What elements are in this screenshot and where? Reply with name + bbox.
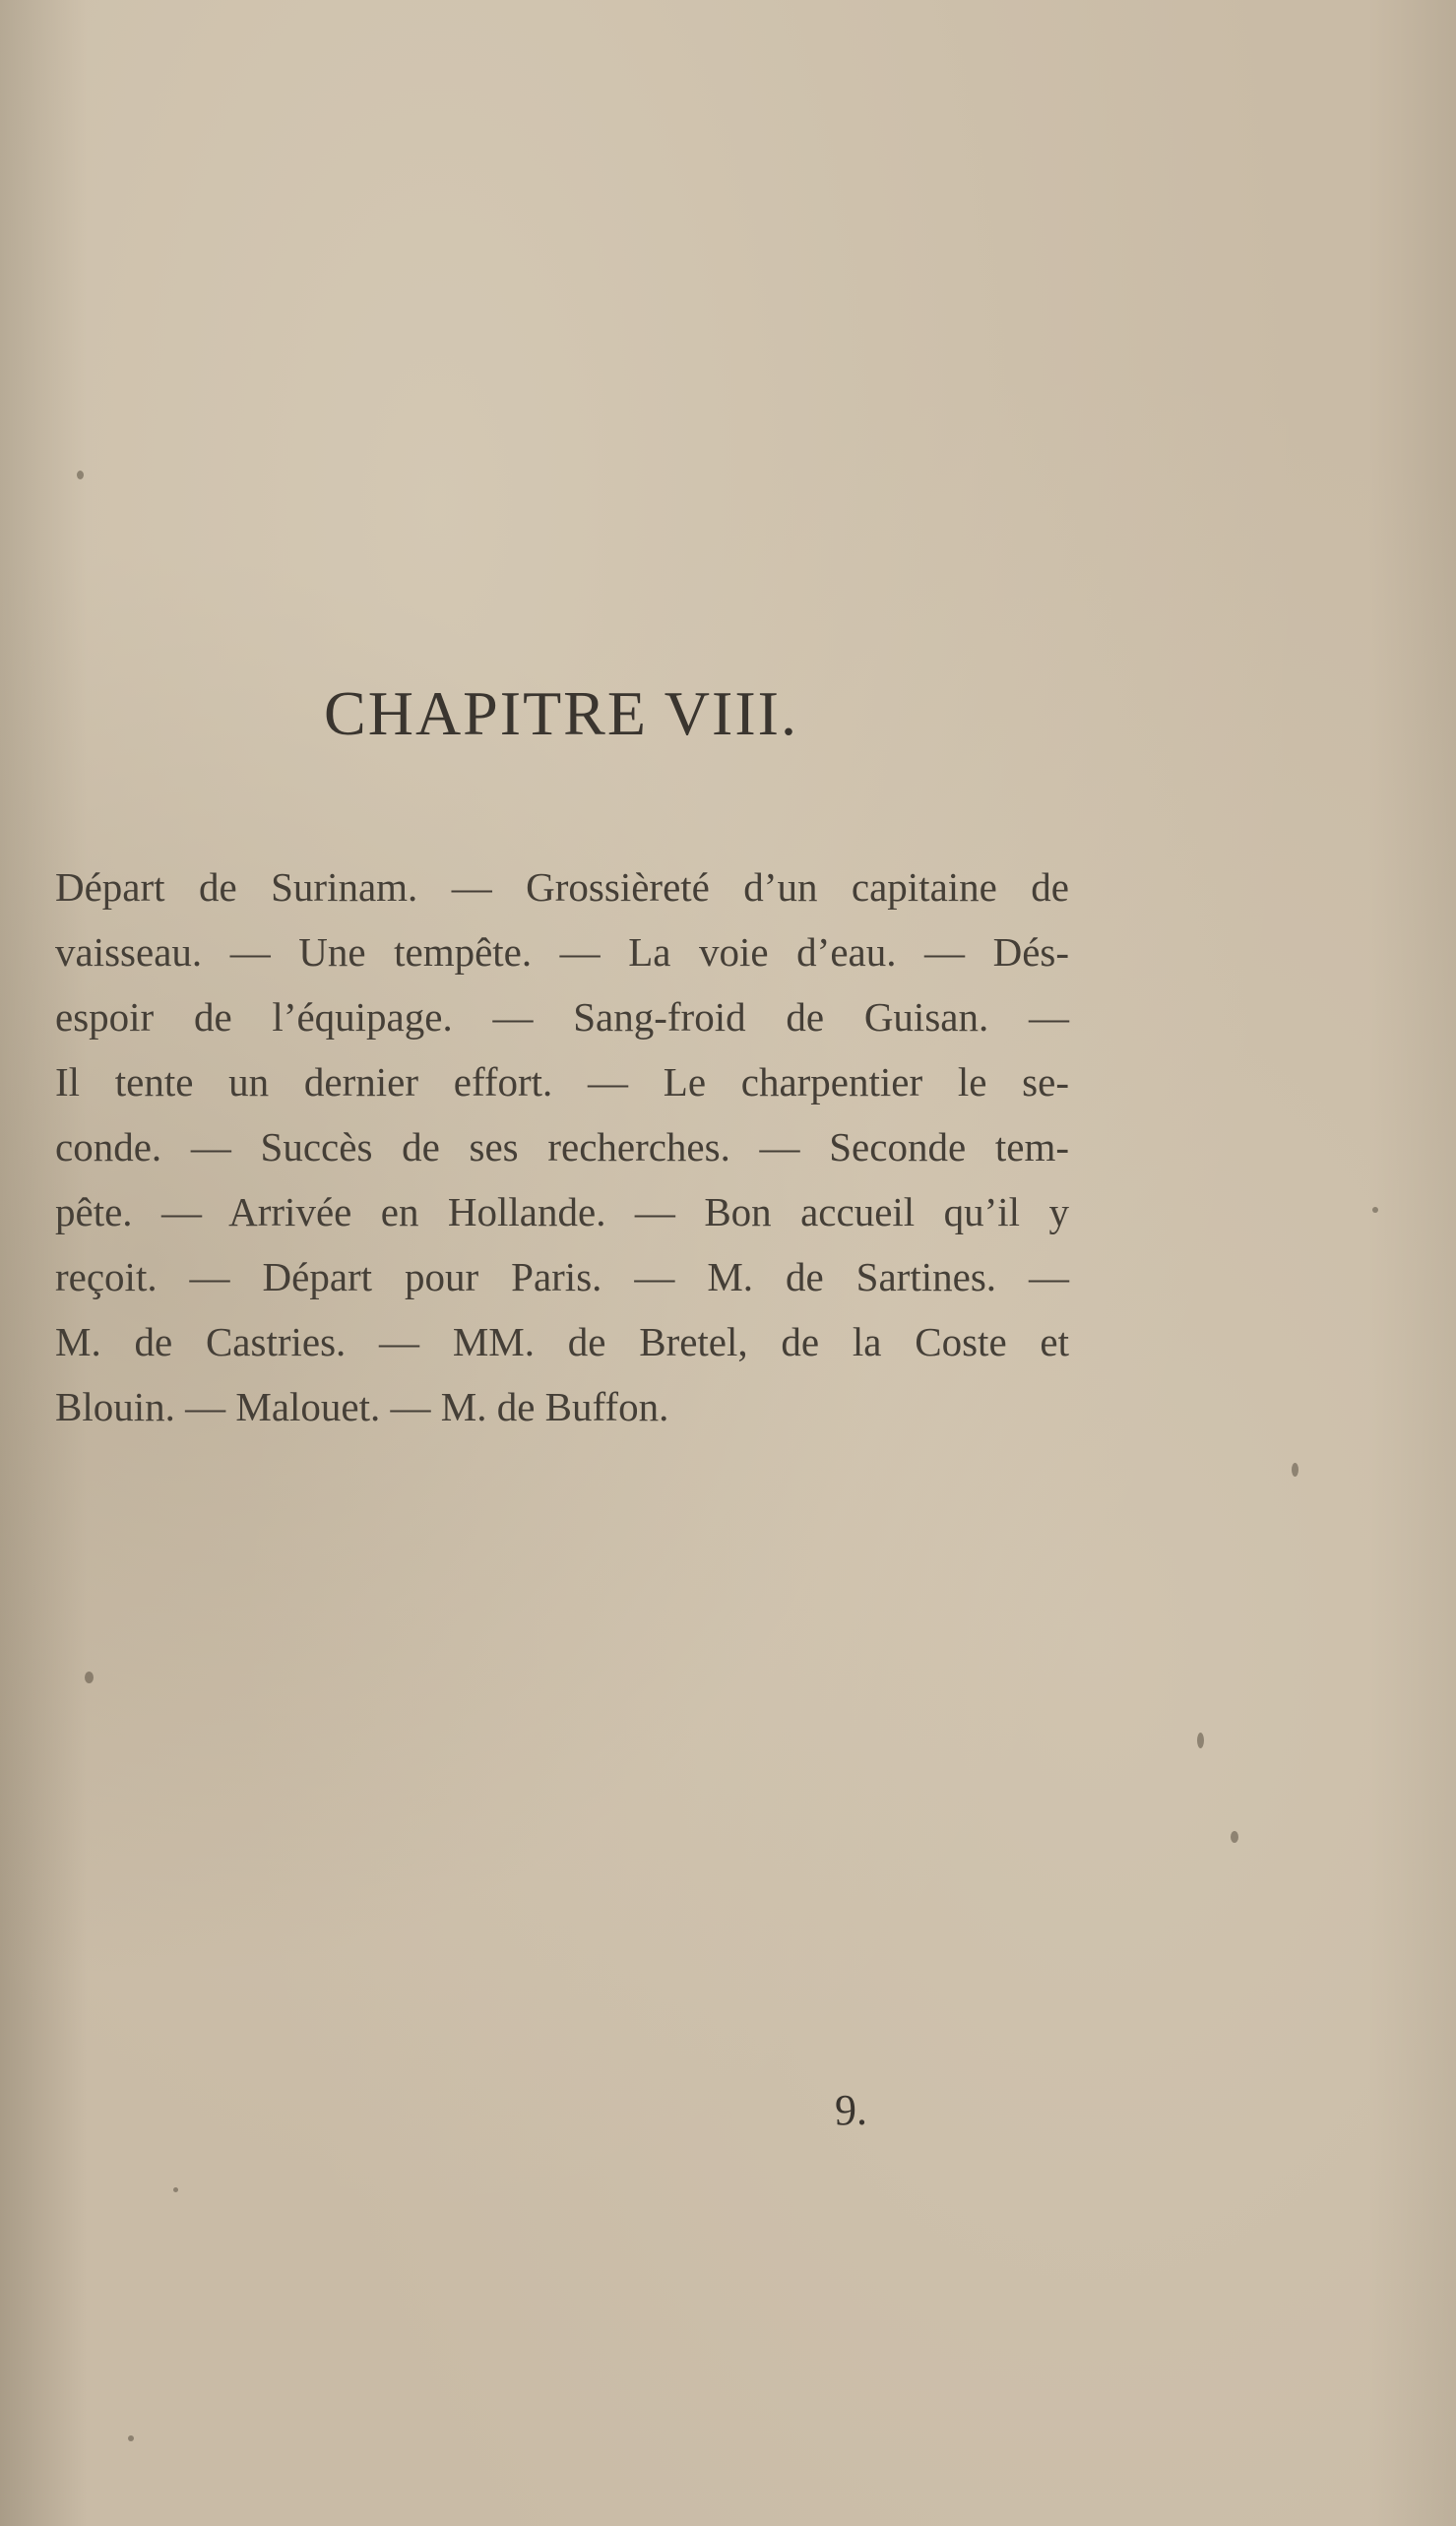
paper-speck xyxy=(1372,1207,1378,1213)
summary-line: vaisseau. — Une tempête. — La voie d’eau. — Dés- xyxy=(55,929,1069,975)
paper-speck xyxy=(1231,1831,1238,1843)
paper-speck xyxy=(128,2435,134,2441)
paper-speck xyxy=(1197,1733,1204,1748)
page-number: 9. xyxy=(835,2086,867,2134)
summary-line: Il tente un dernier effort. — Le charpentier le se- xyxy=(55,1059,1069,1105)
paper-speck xyxy=(1292,1463,1298,1477)
chapter-title: CHAPITRE VIII. xyxy=(324,678,798,748)
paper-speck xyxy=(85,1672,94,1683)
chapter-summary xyxy=(55,854,1069,1439)
summary-line: reçoit. — Départ pour Paris. — M. de Sartines. — xyxy=(55,1254,1069,1299)
summary-line: espoir de l’équipage. — Sang-froid de Guisan. — xyxy=(55,994,1069,1040)
paper-speck xyxy=(173,2187,178,2192)
summary-line: pête. — Arrivée en Hollande. — Bon accueil qu’il y xyxy=(55,1189,1069,1234)
paper-speck xyxy=(77,471,84,479)
summary-line: M. de Castries. — MM. de Bretel, de la Coste et xyxy=(55,1319,1069,1364)
summary-line: Blouin. — Malouet. — M. de Buffon. xyxy=(55,1384,669,1429)
summary-line: Départ de Surinam. — Grossièreté d’un capitaine de xyxy=(55,864,1069,910)
summary-line: conde. — Succès de ses recherches. — Seconde tem- xyxy=(55,1124,1069,1169)
